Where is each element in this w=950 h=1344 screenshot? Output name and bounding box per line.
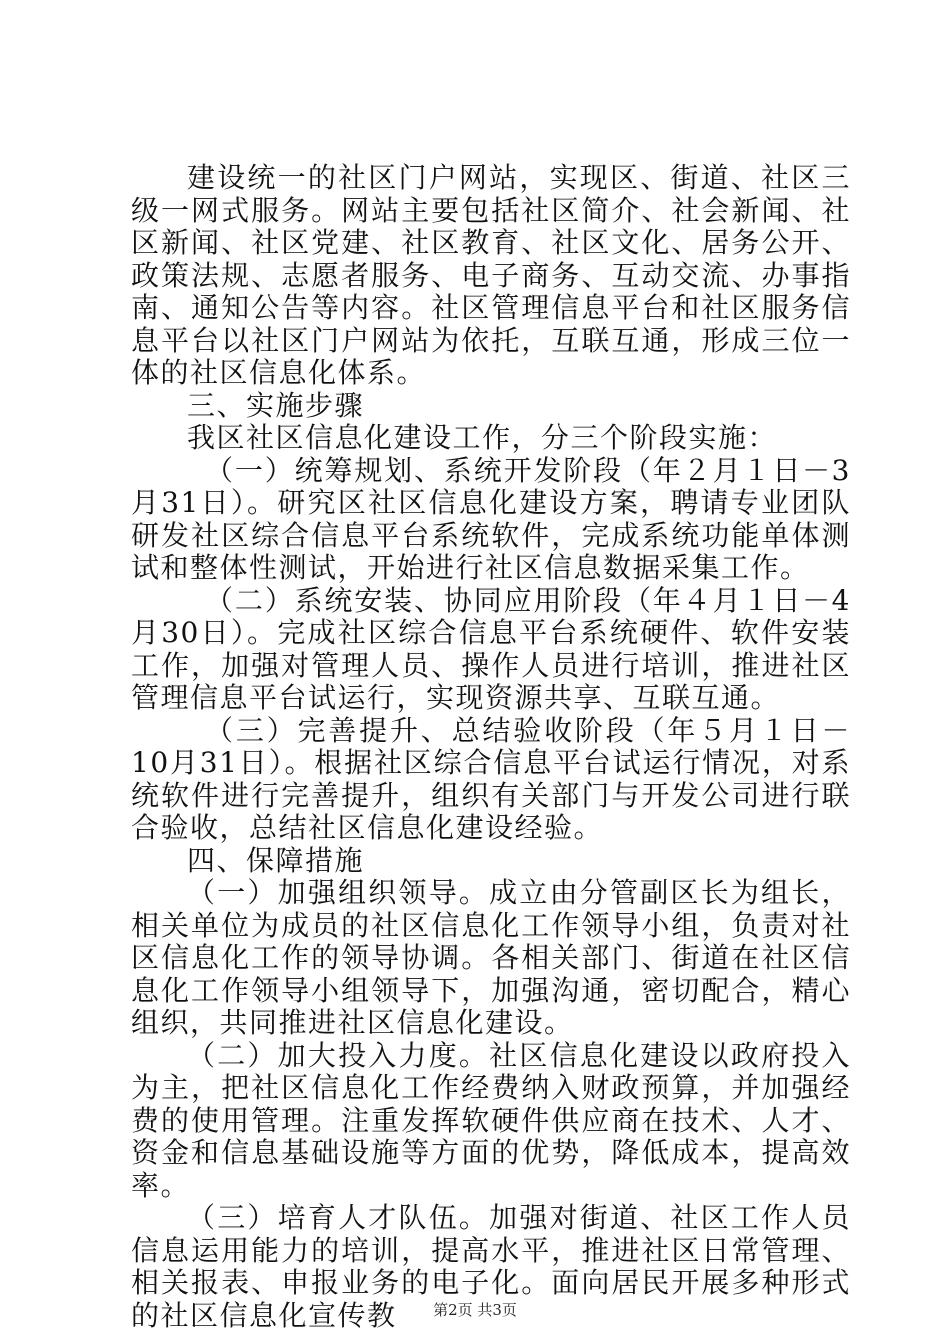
paragraph-stage-1: （一）统筹规划、系统开发阶段（年２月１日－3月31日）。研究区社区信息化建设方案，聘请专业团队研发社区综合信息平台系统软件，完成系统功能单体测试和整体性测试，开始进行社区信息数据采集工作。 [131,453,851,584]
paragraph-stage-2: （二）系统安装、协同应用阶段（年４月１日－4月30日）。完成社区综合信息平台系统硬件、软件安装工作，加强对管理人员、操作人员进行培训，推进社区管理信息平台试运行，实现资源共享、互联互通。 [131,583,851,714]
body-text [131,162,851,1332]
paragraph-safeguard-3: （三）培育人才队伍。加强对街道、社区工作人员信息运用能力的培训，提高水平，推进社区日常管理、相关报表、申报业务的电子化。面向居民开展多种形式的社区信息化宣传教 [131,1201,851,1332]
heading-implementation-steps: 三、实施步骤 [187,388,365,422]
paragraph-stage-3: （三）完善提升、总结验收阶段（年５月１日－10月31日）。根据社区综合信息平台试运行情况，对系统软件进行完善提升，组织有关部门与开发公司进行联合验收，总结社区信息化建设经验。 [131,713,851,844]
paragraph-safeguard-1: （一）加强组织领导。成立由分管副区长为组长，相关单位为成员的社区信息化工作领导小组，负责对社区信息化工作的领导协调。各相关部门、街道在社区信息化工作领导小组领导下，加强沟通，密切配合，精心组织，共同推进社区信息化建设。 [131,876,851,1039]
heading-safeguards: 四、保障措施 [187,843,365,877]
paragraph-safeguard-2: （二）加大投入力度。社区信息化建设以政府投入为主，把社区信息化工作经费纳入财政预算，并加强经费的使用管理。注重发挥软硬件供应商在技术、人才、资金和信息基础设施等方面的优势，降低成本，提高效率。 [131,1038,851,1202]
paragraph-portal-website: 建设统一的社区门户网站，实现区、街道、社区三级一网式服务。网站主要包括社区简介、社会新闻、社区新闻、社区党建、社区教育、社区文化、居务公开、政策法规、志愿者服务、电子商务、互动交流、办事指南、通知公告等内容。社区管理信息平台和社区服务信息平台以社区门户网站为依托，互联互通，形成三位一体的社区信息化体系。 [131,161,851,389]
paragraph-stages-intro: 我区社区信息化建设工作，分三个阶段实施： [187,421,778,454]
page-footer: 第2页 共3页 [433,1301,517,1319]
